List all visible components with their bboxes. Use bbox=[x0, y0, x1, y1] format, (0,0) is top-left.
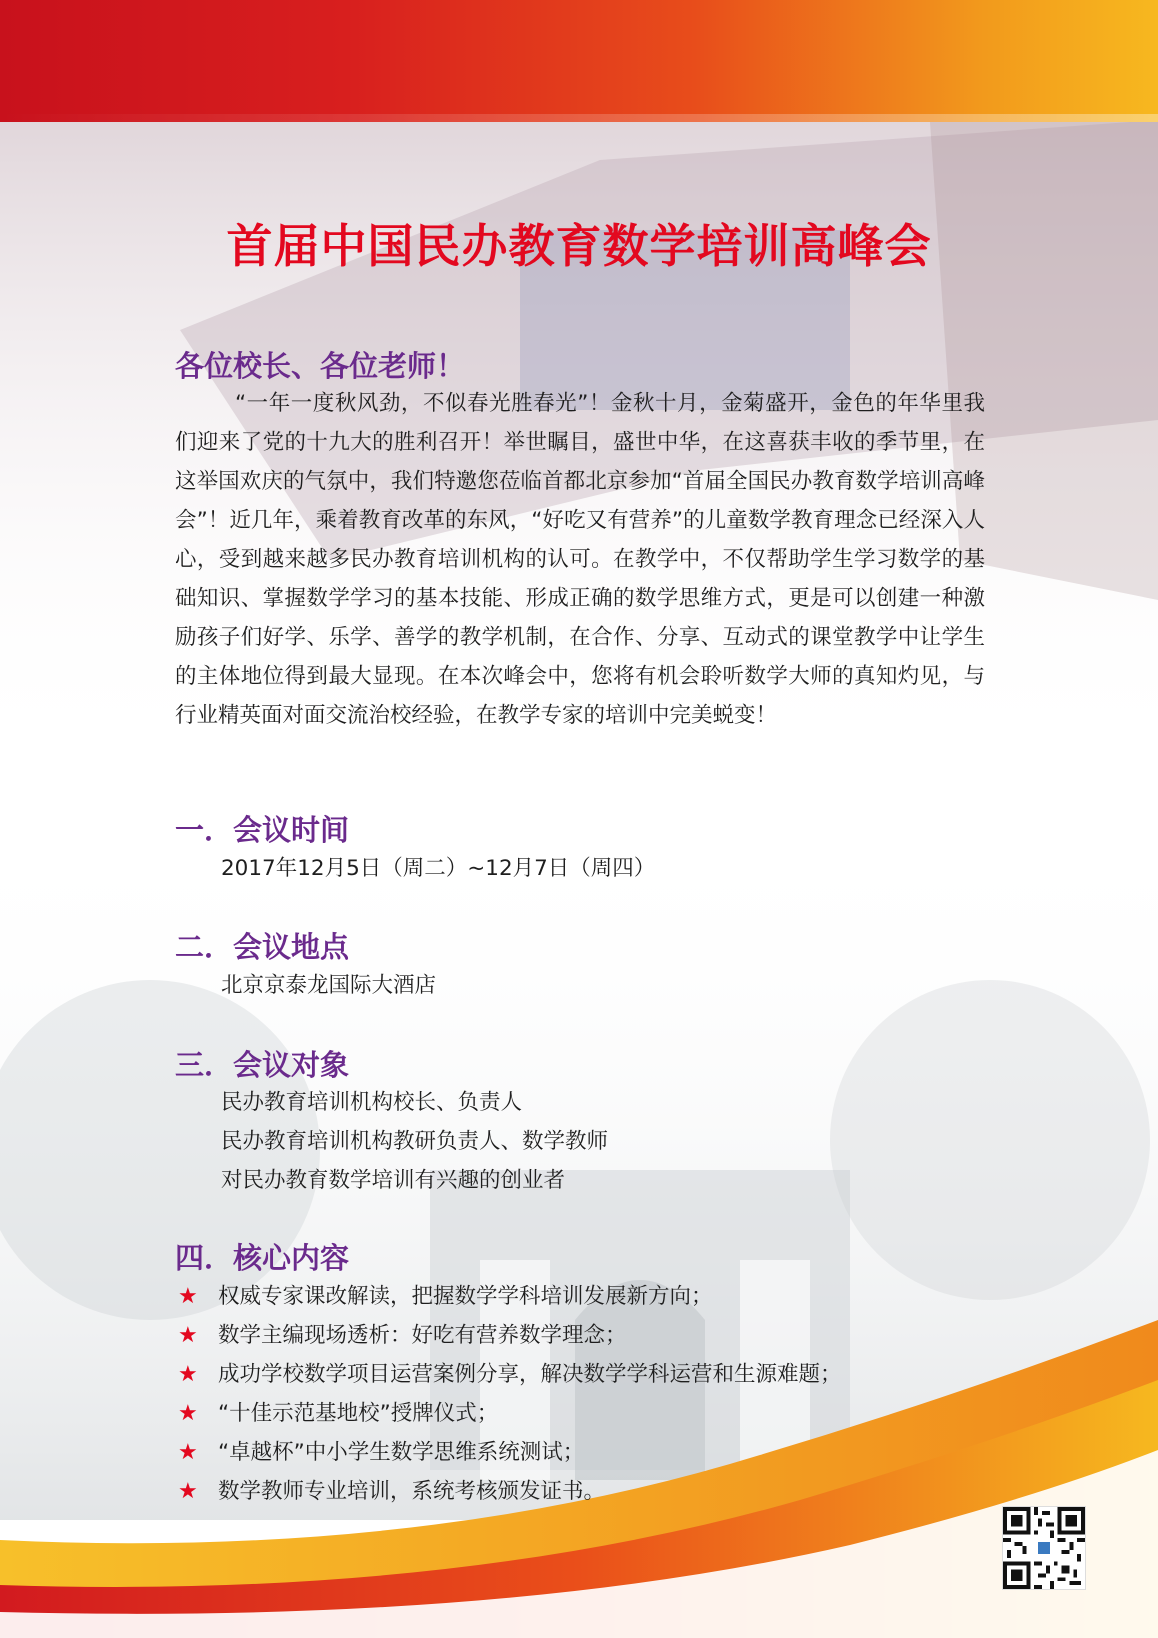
star-icon: ★ bbox=[178, 1479, 198, 1504]
audience-item: 民办教育培训机构校长、负责人 bbox=[221, 1090, 523, 1115]
core-item bbox=[178, 1316, 627, 1355]
core-item bbox=[178, 1355, 842, 1394]
core-item bbox=[178, 1472, 605, 1511]
top-banner bbox=[0, 0, 1158, 122]
section-audience-heading: 三．会议对象 bbox=[175, 1048, 350, 1082]
core-item bbox=[178, 1277, 713, 1316]
section-venue-heading: 二．会议地点 bbox=[175, 930, 350, 964]
core-item-text: 数学教师专业培训，系统考核颁发证书。 bbox=[218, 1479, 606, 1504]
greeting: 各位校长、各位老师！ bbox=[175, 349, 466, 383]
section-core-heading: 四．核心内容 bbox=[175, 1241, 350, 1275]
audience-item: 对民办教育数学培训有兴趣的创业者 bbox=[221, 1168, 566, 1193]
page-title: 首届中国民办教育数学培训高峰会 bbox=[226, 219, 932, 273]
core-item-text: “卓越杯”中小学生数学思维系统测试； bbox=[218, 1440, 585, 1465]
audience-item: 民办教育培训机构教研负责人、数学教师 bbox=[221, 1129, 609, 1154]
star-icon: ★ bbox=[178, 1323, 198, 1348]
core-item-text: 成功学校数学项目运营案例分享，解决数学学科运营和生源难题； bbox=[218, 1362, 842, 1387]
star-icon: ★ bbox=[178, 1401, 198, 1426]
intro-paragraph: “一年一度秋风劲，不似春光胜春光”！金秋十月，金菊盛开，金色的年华里我们迎来了党的十九大的胜利召开！举世瞩目，盛世中华，在这喜获丰收的季节里，在这举国欢庆的气氛中，我们特邀您莅临首都北京参加“首届全国民办教育数学培训高峰会”！近几年，乘着教育改革的东风，“好吃又有营养”的儿童数学教育理念已经深入人心，受到越来越多民办教育培训机构的认可。在教学中，不仅帮助学生学习数学的基础知识、掌握数学学习的基本技能、形成正确的数学思维方式，更是可以创建一种激励孩子们好学、乐学、善学的教学机制，在合作、分享、互动式的课堂教学中让学生的主体地位得到最大显现。在本次峰会中，您将有机会聆听数学大师的真知灼见，与行业精英面对面交流治校经验，在教学专家的培训中完美蜕变！ bbox=[175, 391, 985, 728]
section-time-heading: 一．会议时间 bbox=[175, 813, 350, 847]
core-item-text: 数学主编现场透析：好吃有营养数学理念； bbox=[218, 1323, 627, 1348]
meeting-time: 2017年12月5日（周二）~12月7日（周四） bbox=[221, 856, 656, 881]
core-item bbox=[178, 1433, 584, 1472]
star-icon: ★ bbox=[178, 1440, 198, 1465]
star-icon: ★ bbox=[178, 1362, 198, 1387]
qr-code-icon bbox=[1002, 1506, 1086, 1590]
core-item-text: “十佳示范基地校”授牌仪式； bbox=[218, 1401, 499, 1426]
core-item bbox=[178, 1394, 498, 1433]
meeting-venue: 北京京泰龙国际大酒店 bbox=[221, 973, 437, 998]
star-icon: ★ bbox=[178, 1284, 198, 1309]
core-item-text: 权威专家课改解读，把握数学学科培训发展新方向； bbox=[218, 1284, 713, 1309]
